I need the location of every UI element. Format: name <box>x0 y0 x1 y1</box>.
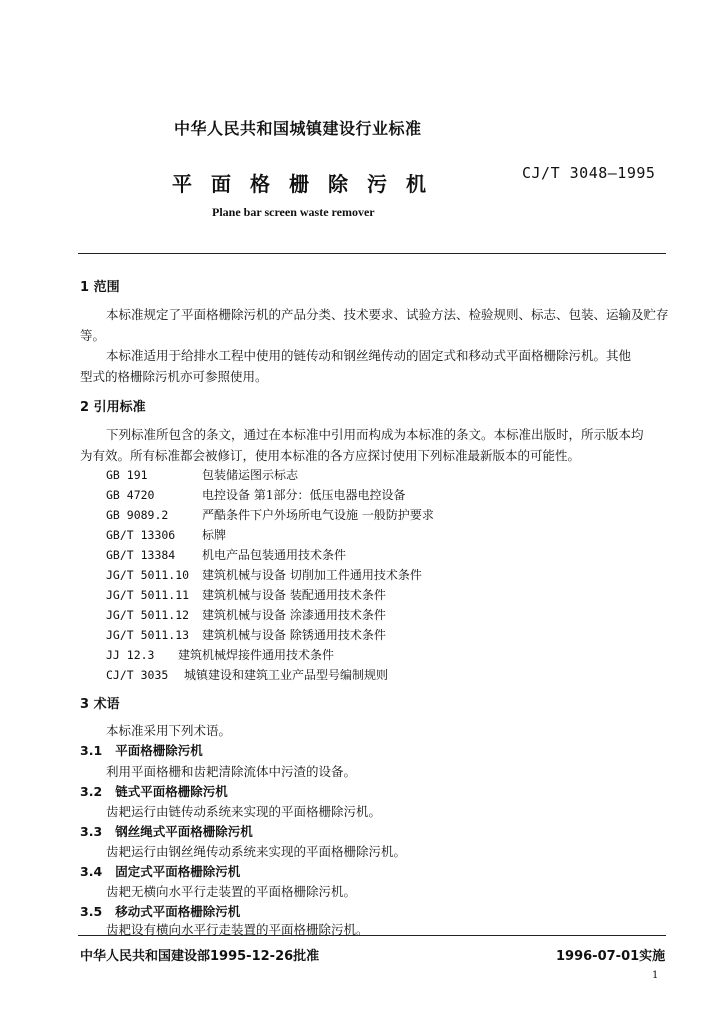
term-heading <box>80 741 203 759</box>
section-2-paragraph-line-2: 为有效。所有标准都会被修订，使用本标准的各方应探讨使用下列标准最新版本的可能性。 <box>80 448 581 463</box>
reference-code: GB 9089.2 <box>106 508 169 522</box>
term-number: 3.2 <box>80 784 103 799</box>
reference-code: JG/T 5011.13 <box>106 628 190 642</box>
document-title-en: Plane bar screen waste remover <box>212 205 375 219</box>
reference-item <box>106 626 386 643</box>
section-2-paragraph-line-1: 下列标准所包含的条文，通过在本标准中引用而构成为本标准的条文。本标准出版时，所示版本均 <box>106 427 644 442</box>
term-definition: 齿耙设有横向水平行走装置的平面格栅除污机。 <box>106 922 369 937</box>
reference-code: GB/T 13306 <box>106 528 176 542</box>
term-heading <box>80 902 240 920</box>
header-divider <box>78 253 666 254</box>
reference-title: 城镇建设和建筑工业产品型号编制规则 <box>184 668 389 682</box>
reference-code: JG/T 5011.12 <box>106 608 190 622</box>
term-name: 固定式平面格栅除污机 <box>115 864 241 879</box>
reference-title: 建筑机械与设备 装配通用技术条件 <box>202 588 386 602</box>
reference-item <box>106 666 388 683</box>
term-definition: 利用平面格栅和齿耙清除流体中污渣的设备。 <box>106 764 357 779</box>
section-1-paragraph-1-line-2: 等。 <box>80 328 106 343</box>
reference-title: 机电产品包装通用技术条件 <box>202 548 347 562</box>
section-3-heading: 3 术语 <box>80 697 120 712</box>
reference-title: 标牌 <box>202 528 227 542</box>
issuing-authority: 中华人民共和国城镇建设行业标准 <box>174 119 422 138</box>
reference-title: 建筑机械与设备 涂漆通用技术条件 <box>202 608 386 622</box>
reference-item <box>106 506 434 523</box>
reference-title: 包装储运图示标志 <box>202 468 299 482</box>
approval-note: 中华人民共和国建设部1995-12-26批准 <box>80 949 320 964</box>
page-number: 1 <box>652 970 659 981</box>
reference-item <box>106 466 298 483</box>
term-name: 平面格栅除污机 <box>115 743 203 758</box>
reference-item <box>106 526 226 543</box>
section-1-heading: 1 范围 <box>80 280 120 295</box>
term-heading <box>80 862 240 880</box>
reference-item <box>106 486 405 503</box>
term-definition: 齿耙运行由钢丝绳传动系统来实现的平面格栅除污机。 <box>106 844 407 859</box>
reference-code: GB 4720 <box>106 488 155 502</box>
reference-item <box>106 586 386 603</box>
reference-code: JG/T 5011.11 <box>106 588 190 602</box>
term-heading <box>80 822 253 840</box>
reference-code: JJ 12.3 <box>106 648 155 662</box>
reference-item <box>106 566 422 583</box>
reference-title: 电控设备 第1部分：低压电器电控设备 <box>202 488 406 502</box>
term-name: 链式平面格栅除污机 <box>115 784 228 799</box>
section-2-heading: 2 引用标准 <box>80 400 146 415</box>
document-title-cn: 平面格栅除污机 <box>172 172 445 196</box>
section-1-paragraph-2-line-2: 型式的格栅除污机亦可参照使用。 <box>80 369 268 384</box>
reference-item <box>106 546 346 563</box>
term-name: 移动式平面格栅除污机 <box>115 904 241 919</box>
reference-item <box>106 606 386 623</box>
term-number: 3.4 <box>80 864 103 879</box>
term-number: 3.3 <box>80 824 103 839</box>
reference-title: 建筑机械与设备 除锈通用技术条件 <box>202 628 386 642</box>
section-1-paragraph-1-line-1: 本标准规定了平面格栅除污机的产品分类、技术要求、试验方法、检验规则、标志、包装、运输及贮存 <box>106 307 669 322</box>
reference-code: CJ/T 3035 <box>106 668 169 682</box>
term-number: 3.5 <box>80 904 103 919</box>
section-3-intro: 本标准采用下列术语。 <box>106 723 232 738</box>
footer-divider <box>78 935 666 936</box>
reference-item <box>106 646 334 663</box>
term-definition: 齿耙运行由链传动系统来实现的平面格栅除污机。 <box>106 804 382 819</box>
reference-code: GB 191 <box>106 468 148 482</box>
term-definition: 齿耙无横向水平行走装置的平面格栅除污机。 <box>106 884 357 899</box>
standard-code: CJ/T 3048—1995 <box>522 164 656 182</box>
effective-date: 1996-07-01实施 <box>556 949 666 964</box>
section-1-paragraph-2-line-1: 本标准适用于给排水工程中使用的链传动和钢丝绳传动的固定式和移动式平面格栅除污机。其他 <box>106 348 632 363</box>
reference-title: 建筑机械焊接件通用技术条件 <box>178 648 335 662</box>
term-heading <box>80 782 228 800</box>
reference-code: JG/T 5011.10 <box>106 568 190 582</box>
reference-title: 严酷条件下户外场所电气设施 一般防护要求 <box>202 508 434 522</box>
term-number: 3.1 <box>80 743 103 758</box>
reference-title: 建筑机械与设备 切削加工件通用技术条件 <box>202 568 422 582</box>
term-name: 钢丝绳式平面格栅除污机 <box>115 824 253 839</box>
reference-code: GB/T 13384 <box>106 548 176 562</box>
